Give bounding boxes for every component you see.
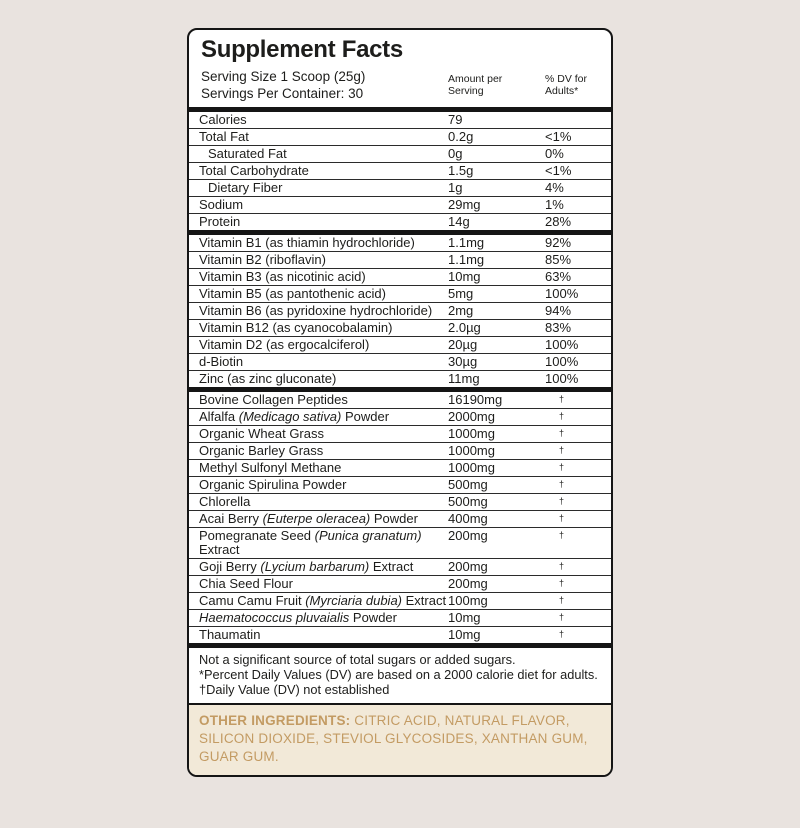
row-amount: 200mg bbox=[448, 559, 488, 574]
table-row bbox=[189, 112, 611, 129]
table-row bbox=[189, 443, 611, 460]
row-amount: 200mg bbox=[448, 576, 488, 591]
table-row bbox=[189, 163, 611, 180]
row-name: Organic Barley Grass bbox=[199, 443, 324, 458]
row-name: Vitamin B12 (as cyanocobalamin) bbox=[199, 320, 393, 335]
row-amount: 79 bbox=[448, 112, 463, 127]
row-dv bbox=[545, 478, 601, 492]
row-amount: 10mg bbox=[448, 269, 481, 284]
table-row bbox=[189, 354, 611, 371]
row-name: Total Carbohydrate bbox=[199, 163, 309, 178]
table-row bbox=[189, 252, 611, 269]
table-row bbox=[189, 576, 611, 593]
row-name: Vitamin B5 (as pantothenic acid) bbox=[199, 286, 386, 301]
dagger-symbol: † bbox=[559, 513, 565, 523]
row-dv: 100% bbox=[545, 354, 579, 369]
row-dv bbox=[545, 594, 601, 608]
row-dv: 100% bbox=[545, 337, 579, 352]
row-dv: 100% bbox=[545, 371, 579, 386]
table-row bbox=[189, 269, 611, 286]
supplement-facts-label bbox=[187, 28, 613, 777]
dagger-symbol: † bbox=[559, 561, 565, 571]
footnotes bbox=[189, 648, 611, 703]
row-name: Chia Seed Flour bbox=[199, 576, 293, 591]
other-ingredients-list: CITRIC ACID, NATURAL FLAVOR, SILICON DIOXIDE, STEVIOL GLYCOSIDES, XANTHAN GUM, GUAR GUM. bbox=[199, 713, 588, 765]
other-ingredients-box bbox=[189, 703, 611, 775]
row-amount: 30µg bbox=[448, 354, 478, 369]
row-amount: 2mg bbox=[448, 303, 474, 318]
table-row bbox=[189, 627, 611, 643]
row-amount: 1.5g bbox=[448, 163, 474, 178]
table-row bbox=[189, 320, 611, 337]
row-name: Methyl Sulfonyl Methane bbox=[199, 460, 342, 475]
dagger-symbol: † bbox=[559, 629, 565, 639]
row-amount: 0.2g bbox=[448, 129, 474, 144]
row-dv: 28% bbox=[545, 214, 572, 229]
row-dv bbox=[545, 495, 601, 509]
row-amount: 500mg bbox=[448, 494, 488, 509]
amount-header-line1: Amount per bbox=[448, 72, 503, 85]
row-dv: 0% bbox=[545, 146, 564, 161]
table-row bbox=[189, 511, 611, 528]
table-row bbox=[189, 392, 611, 409]
row-amount: 11mg bbox=[448, 371, 480, 386]
row-name: Protein bbox=[199, 214, 241, 229]
row-dv bbox=[545, 410, 601, 424]
row-amount: 100mg bbox=[448, 593, 488, 608]
row-name: Pomegranate Seed (Punica granatum) Extract bbox=[199, 528, 422, 557]
serving-info bbox=[201, 68, 599, 102]
row-dv: 63% bbox=[545, 269, 572, 284]
row-amount: 5mg bbox=[448, 286, 474, 301]
table-row bbox=[189, 371, 611, 387]
row-dv: 94% bbox=[545, 303, 572, 318]
row-dv: 85% bbox=[545, 252, 572, 267]
row-amount: 400mg bbox=[448, 511, 488, 526]
row-name: Vitamin B3 (as nicotinic acid) bbox=[199, 269, 366, 284]
row-dv bbox=[545, 611, 601, 625]
row-dv bbox=[545, 512, 601, 526]
row-amount: 10mg bbox=[448, 610, 481, 625]
dagger-symbol: † bbox=[559, 496, 565, 506]
footnote-percent-dv: *Percent Daily Values (DV) are based on a 2000 calorie diet for adults. bbox=[199, 666, 598, 682]
table-row bbox=[189, 214, 611, 230]
amount-column-header bbox=[448, 73, 545, 98]
row-name: Vitamin B2 (riboflavin) bbox=[199, 252, 326, 267]
dagger-symbol: † bbox=[559, 394, 565, 404]
row-dv: 1% bbox=[545, 197, 564, 212]
other-ingredients-label: OTHER INGREDIENTS: bbox=[199, 713, 351, 729]
footnote-dagger: †Daily Value (DV) not established bbox=[199, 681, 390, 697]
table-row bbox=[189, 337, 611, 354]
macros-table bbox=[189, 112, 611, 230]
row-name: Haematococcus pluvaialis Powder bbox=[199, 610, 397, 625]
row-dv: 100% bbox=[545, 286, 579, 301]
row-name: Alfalfa (Medicago sativa) Powder bbox=[199, 409, 390, 424]
row-dv bbox=[545, 529, 601, 543]
row-name: Vitamin B1 (as thiamin hydrochloride) bbox=[199, 235, 415, 250]
row-amount: 1g bbox=[448, 180, 463, 195]
servings-per-container: Servings Per Container: 30 bbox=[201, 86, 364, 101]
row-name: Goji Berry (Lycium barbarum) Extract bbox=[199, 559, 414, 574]
row-dv bbox=[545, 628, 601, 642]
dv-header-line2: Adults* bbox=[545, 85, 579, 97]
serving-lines bbox=[201, 68, 448, 102]
row-name: Bovine Collagen Peptides bbox=[199, 392, 348, 407]
row-amount: 2.0µg bbox=[448, 320, 481, 335]
dagger-symbol: † bbox=[559, 530, 565, 540]
serving-size: Serving Size 1 Scoop (25g) bbox=[201, 69, 366, 84]
dagger-symbol: † bbox=[559, 595, 565, 605]
dagger-symbol: † bbox=[559, 612, 565, 622]
row-dv: <1% bbox=[545, 163, 572, 178]
table-row bbox=[189, 494, 611, 511]
row-amount: 500mg bbox=[448, 477, 488, 492]
table-row bbox=[189, 197, 611, 214]
table-row bbox=[189, 559, 611, 576]
dv-header-line1: % DV for bbox=[545, 72, 588, 85]
row-name: Acai Berry (Euterpe oleracea) Powder bbox=[199, 511, 418, 526]
row-amount: 1000mg bbox=[448, 443, 495, 458]
dagger-symbol: † bbox=[559, 462, 565, 472]
row-name: Thaumatin bbox=[199, 627, 261, 642]
row-name: Organic Spirulina Powder bbox=[199, 477, 347, 492]
row-dv: 4% bbox=[545, 180, 564, 195]
vitamins-table bbox=[189, 235, 611, 387]
row-name: Dietary Fiber bbox=[208, 180, 283, 195]
row-amount: 2000mg bbox=[448, 409, 495, 424]
row-amount: 14g bbox=[448, 214, 470, 229]
row-dv bbox=[545, 444, 601, 458]
table-row bbox=[189, 426, 611, 443]
row-amount: 1000mg bbox=[448, 460, 495, 475]
row-name: Vitamin D2 (as ergocalciferol) bbox=[199, 337, 370, 352]
label-title: Supplement Facts bbox=[201, 36, 403, 63]
row-name: Total Fat bbox=[199, 129, 249, 144]
row-dv: 92% bbox=[545, 235, 572, 250]
row-amount: 16190mg bbox=[448, 392, 503, 407]
row-dv bbox=[545, 427, 601, 441]
row-name: Sodium bbox=[199, 197, 244, 212]
row-name: Camu Camu Fruit (Myrciaria dubia) Extract bbox=[199, 593, 447, 608]
table-row bbox=[189, 593, 611, 610]
dagger-symbol: † bbox=[559, 578, 565, 588]
row-name: Calories bbox=[199, 112, 247, 127]
dagger-symbol: † bbox=[559, 479, 565, 489]
row-name: Saturated Fat bbox=[208, 146, 287, 161]
table-row bbox=[189, 180, 611, 197]
dagger-symbol: † bbox=[559, 428, 565, 438]
row-dv: 83% bbox=[545, 320, 572, 335]
row-amount: 10mg bbox=[448, 627, 481, 642]
dagger-symbol: † bbox=[559, 411, 565, 421]
label-header bbox=[189, 30, 611, 107]
row-dv bbox=[545, 560, 601, 574]
row-dv: <1% bbox=[545, 129, 572, 144]
row-amount: 1000mg bbox=[448, 426, 495, 441]
row-amount: 29mg bbox=[448, 197, 481, 212]
row-name: Chlorella bbox=[199, 494, 251, 509]
row-amount: 1.1mg bbox=[448, 235, 485, 250]
row-name: Vitamin B6 (as pyridoxine hydrochloride) bbox=[199, 303, 433, 318]
table-row bbox=[189, 286, 611, 303]
row-dv bbox=[545, 461, 601, 475]
row-name: Organic Wheat Grass bbox=[199, 426, 324, 441]
dv-column-header bbox=[545, 73, 599, 98]
table-row bbox=[189, 610, 611, 627]
ingredients-table bbox=[189, 392, 611, 643]
row-name: d-Biotin bbox=[199, 354, 244, 369]
row-amount: 20µg bbox=[448, 337, 478, 352]
row-dv bbox=[545, 393, 601, 407]
row-amount: 1.1mg bbox=[448, 252, 485, 267]
table-row bbox=[189, 460, 611, 477]
amount-header-line2: Serving bbox=[448, 85, 484, 97]
table-row bbox=[189, 146, 611, 163]
row-amount: 0g bbox=[448, 146, 463, 161]
table-row bbox=[189, 528, 611, 559]
other-ingredients-text bbox=[199, 712, 601, 766]
table-row bbox=[189, 477, 611, 494]
row-name: Zinc (as zinc gluconate) bbox=[199, 371, 337, 386]
row-amount: 200mg bbox=[448, 528, 488, 543]
row-dv bbox=[545, 577, 601, 591]
table-row bbox=[189, 235, 611, 252]
dagger-symbol: † bbox=[559, 445, 565, 455]
table-row bbox=[189, 129, 611, 146]
footnote-sugars: Not a significant source of total sugars or added sugars. bbox=[199, 652, 516, 667]
table-row bbox=[189, 303, 611, 320]
table-row bbox=[189, 409, 611, 426]
